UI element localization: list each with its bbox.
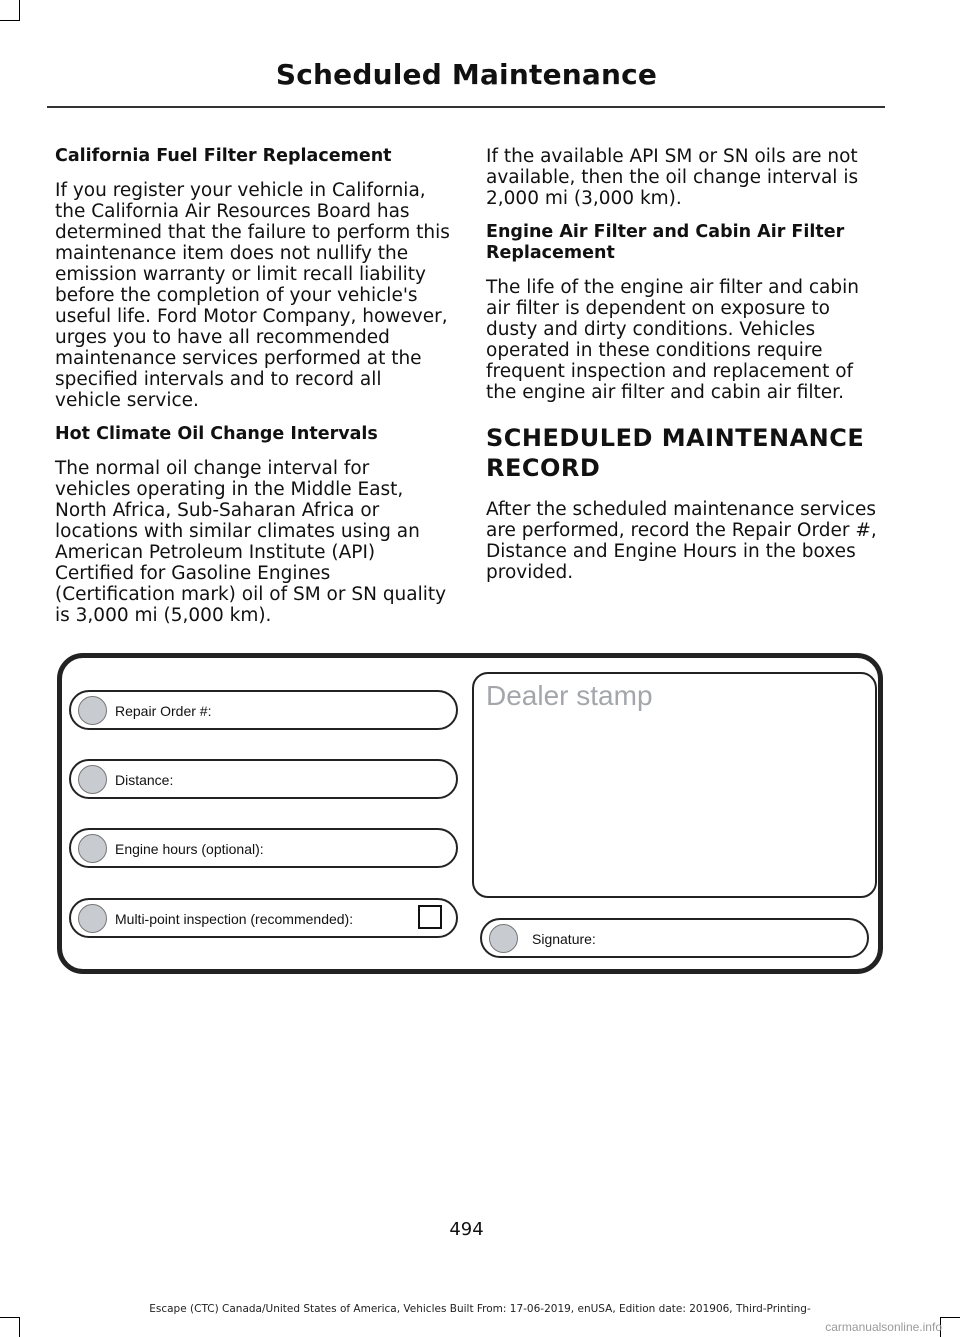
field-label: Multi-point inspection (recommended): (115, 911, 354, 927)
bullet-icon (78, 904, 107, 933)
paragraph: The life of the engine air filter and cabin air filter is dependent on exposure to dusty and dirty conditions. Vehicles operated in these conditions require frequent inspection and replacement of the engine air filter and cabin air filter. (486, 277, 859, 403)
bullet-icon (78, 765, 107, 794)
field-label: Signature: (532, 931, 596, 947)
crop-mark (0, 1317, 20, 1318)
multi-point-inspection-field[interactable] (69, 898, 458, 938)
inspection-checkbox[interactable] (418, 905, 442, 929)
crop-mark (19, 0, 20, 20)
left-column (55, 146, 450, 639)
bullet-icon (78, 696, 107, 725)
crop-mark (19, 1317, 20, 1337)
section-heading: Engine Air Filter and Cabin Air Filter Replacement (486, 222, 845, 263)
bullet-icon (489, 924, 518, 953)
field-label: Distance: (115, 772, 174, 788)
paragraph: The normal oil change interval for vehicles operating in the Middle East, North Africa, Sub-Saharan Africa or locations with similar climates using an American Petroleum Institute (API) Certified for Gasoline Engines (Certification mark) oil of SM or SN quality is 3,000 mi (5,000 km). (55, 458, 447, 626)
engine-hours-field[interactable] (69, 828, 458, 868)
section-heading: California Fuel Filter Replacement (55, 146, 392, 166)
section-heading: Hot Climate Oil Change Intervals (55, 424, 378, 444)
distance-field[interactable] (69, 759, 458, 799)
dealer-stamp-box (472, 672, 877, 898)
footer-text: Escape (CTC) Canada/United States of America, Vehicles Built From: 17-06-2019, enUSA, Edition date: 201906, Third-Printing- (149, 1303, 811, 1315)
right-column (486, 146, 883, 596)
paragraph: If the available API SM or SN oils are not available, then the oil change interval is 2,000 mi (3,000 km). (486, 146, 859, 209)
page-title: Scheduled Maintenance (275, 58, 658, 91)
header-rule (47, 106, 885, 108)
paragraph: If you register your vehicle in California, the California Air Resources Board has determined that the failure to perform this maintenance item does not nullify the emission warranty or limit recall liability before the completion of your vehicle's useful life. Ford Motor Company, however, urges you to have all recommended maintenance services performed at the specified intervals and to record all vehicle service. (55, 180, 450, 411)
stamp-label: Dealer stamp (486, 680, 653, 711)
field-label: Engine hours (optional): (115, 841, 264, 857)
paragraph: After the scheduled maintenance services are performed, record the Repair Order #, Distance and Engine Hours in the boxes provided. (486, 499, 877, 583)
crop-mark (0, 20, 20, 21)
signature-field[interactable] (480, 918, 869, 958)
crop-mark (940, 1317, 960, 1318)
field-label: Repair Order #: (115, 703, 212, 719)
repair-order-field[interactable] (69, 690, 458, 730)
watermark: carmanualsonline.info (825, 1320, 942, 1334)
page-number: 494 (449, 1219, 484, 1240)
section-title: SCHEDULED MAINTENANCE RECORD (486, 424, 865, 482)
bullet-icon (78, 834, 107, 863)
